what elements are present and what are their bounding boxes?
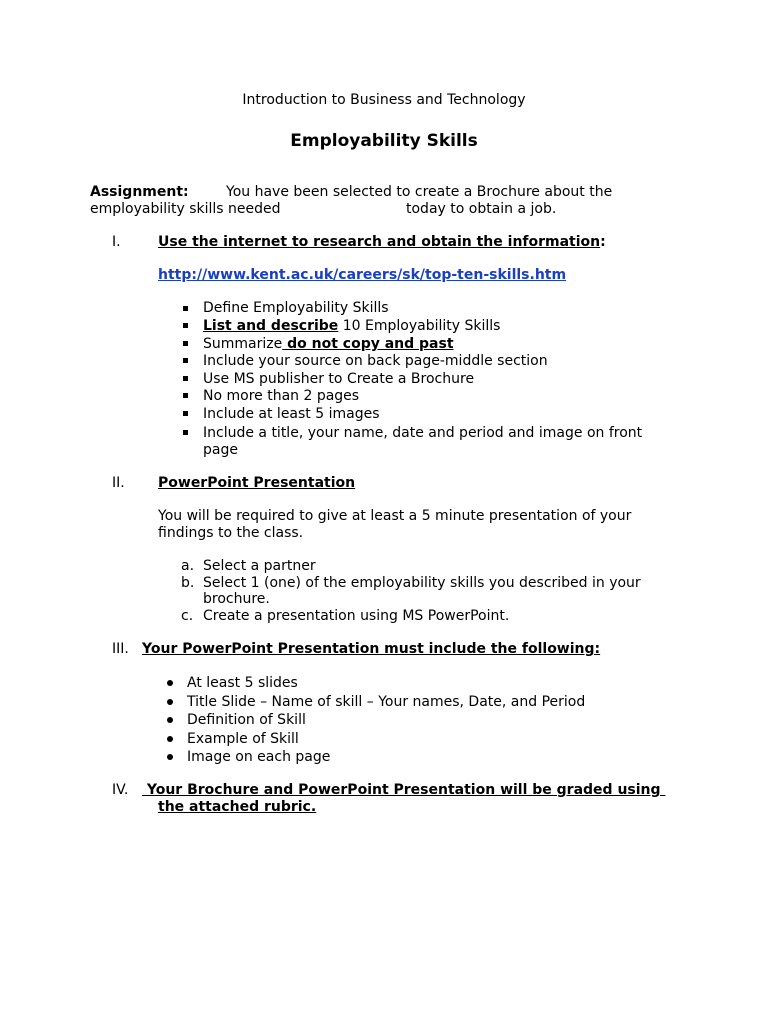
- list-item: Example of Skill: [187, 731, 299, 747]
- list-item-plain: Summarize: [203, 336, 283, 352]
- list-item-rest: 10 Employability Skills: [338, 318, 501, 334]
- assignment-label: Assignment:: [90, 184, 189, 200]
- section-heading: Your PowerPoint Presentation must include the following:: [142, 641, 601, 657]
- bullet-dot-icon: [167, 754, 173, 760]
- heading-colon: :: [600, 234, 606, 250]
- assignment-text-line1: You have been selected to create a Brochure about the: [226, 184, 613, 200]
- bullet-square-icon: [183, 430, 188, 435]
- list-item: Select a partner: [203, 558, 316, 574]
- research-link-text[interactable]: http://www.kent.ac.uk/careers/sk/top-ten-skills.htm: [158, 267, 567, 283]
- document-title: Employability Skills: [290, 131, 478, 151]
- paragraph-line: findings to the class.: [158, 525, 304, 541]
- list-item: At least 5 slides: [187, 675, 298, 691]
- list-item-continued: page: [203, 442, 238, 458]
- list-item: Include at least 5 images: [203, 406, 380, 422]
- bullet-dot-icon: [167, 680, 173, 686]
- research-link[interactable]: [158, 267, 566, 284]
- bullet-dot-icon: [167, 699, 173, 705]
- list-item: [203, 336, 454, 353]
- bullet-square-icon: [183, 306, 188, 311]
- list-item: Define Employability Skills: [203, 300, 389, 316]
- list-item-bold: do not copy and past: [282, 336, 454, 352]
- course-title: Introduction to Business and Technology: [242, 92, 526, 108]
- list-item: Create a presentation using MS PowerPoint.: [203, 608, 510, 624]
- bullet-dot-icon: [167, 736, 173, 742]
- list-item: Select 1 (one) of the employability skills you described in your: [203, 575, 641, 591]
- bullet-square-icon: [183, 393, 188, 398]
- bullet-square-icon: [183, 411, 188, 416]
- bullet-dot-icon: [167, 717, 173, 723]
- section-numeral: III.: [112, 641, 129, 657]
- bullet-square-icon: [183, 323, 188, 328]
- list-item-continued: brochure.: [203, 591, 270, 607]
- list-marker: b.: [181, 575, 195, 591]
- section-heading: Your Brochure and PowerPoint Presentation will be graded using: [142, 782, 666, 798]
- list-item: [203, 318, 500, 335]
- section-heading-text: Use the internet to research and obtain the information: [158, 234, 601, 250]
- paragraph-line: You will be required to give at least a 5 minute presentation of your: [158, 508, 632, 524]
- bullet-square-icon: [183, 341, 188, 346]
- list-item: Use MS publisher to Create a Brochure: [203, 371, 475, 387]
- assignment-text-line2b: today to obtain a job.: [406, 201, 557, 217]
- bullet-square-icon: [183, 358, 188, 363]
- list-item: Include a title, your name, date and period and image on front: [203, 425, 643, 441]
- section-heading-continued: the attached rubric.: [158, 799, 317, 815]
- assignment-text-line2a: employability skills needed: [90, 201, 281, 217]
- section-numeral: II.: [112, 475, 125, 491]
- section-heading: PowerPoint Presentation: [158, 475, 356, 491]
- list-marker: a.: [181, 558, 195, 574]
- section-numeral: IV.: [112, 782, 129, 798]
- list-item-bold: List and describe: [203, 318, 339, 334]
- section-heading: [158, 234, 606, 251]
- list-item: Title Slide – Name of skill – Your names, Date, and Period: [187, 694, 586, 710]
- bullet-square-icon: [183, 376, 188, 381]
- list-item: Image on each page: [187, 749, 331, 765]
- list-marker: c.: [181, 608, 194, 624]
- list-item: No more than 2 pages: [203, 388, 360, 404]
- section-numeral: I.: [112, 234, 121, 250]
- list-item: Include your source on back page-middle section: [203, 353, 548, 369]
- list-item: Definition of Skill: [187, 712, 306, 728]
